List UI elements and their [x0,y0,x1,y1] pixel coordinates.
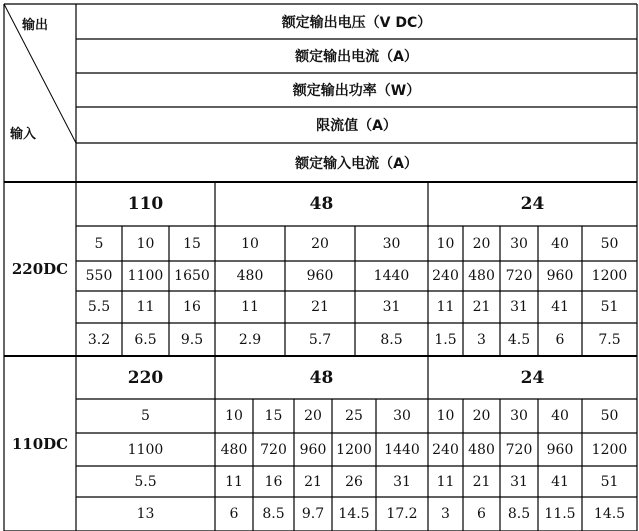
table-cell-power: 480 [236,268,264,284]
table-cell-current: 25 [345,408,363,424]
group-voltage-label: 110 [127,194,164,214]
table-cell-power: 480 [468,268,495,284]
corner-output-label: 输出 [22,18,49,33]
table-cell-limit: 31 [393,473,411,490]
table-cell-power: 960 [546,268,574,284]
table-cell-limit: 11 [436,473,455,490]
table-cell-power: 1100 [127,441,164,458]
table-cell-input-current: 3.2 [87,331,111,348]
table-cell-limit: 16 [264,473,283,490]
table-cell-limit: 16 [183,299,201,315]
table-cell-limit: 31 [510,473,528,490]
table-cell-input-current: 11.5 [544,506,576,522]
header-current-limit: 限流值（A） [316,118,397,134]
table-cell-power: 1650 [174,268,210,284]
table-cell-current: 50 [600,235,619,252]
group-voltage-label: 48 [309,367,334,388]
table-cell-input-current: 1.5 [434,331,457,348]
table-cell-input-current: 3 [477,331,486,348]
table-cell-current: 10 [136,235,155,252]
table-cell-current: 10 [436,408,455,424]
table-cell-input-current: 17.2 [386,506,418,522]
table-cell-power: 480 [220,441,248,458]
table-cell-current: 5 [94,235,104,252]
table-cell-power: 1200 [591,441,628,458]
table-cell-limit: 31 [510,299,528,315]
table-cell-power: 240 [432,441,459,458]
table-cell-current: 40 [551,408,569,424]
table-cell-current: 20 [304,408,322,424]
group-voltage-label: 220 [127,367,164,388]
table-cell-power: 1200 [591,268,628,284]
group-voltage-label: 24 [520,194,545,214]
table-cell-limit: 51 [600,299,619,315]
table-cell-limit: 11 [225,473,243,490]
table-cell-power: 1440 [373,268,410,284]
table-cell-input-current: 8.5 [262,506,285,522]
table-cell-limit: 41 [551,299,569,315]
table-cell-current: 10 [225,408,243,424]
table-cell-power: 480 [468,441,495,458]
table-cell-current: 20 [311,235,329,252]
table-cell-power: 1440 [384,441,420,458]
header-rated-output-current: 额定输出电流（A） [295,49,418,65]
table-cell-current: 40 [551,235,569,252]
table-cell-current: 15 [183,235,201,252]
group-voltage-label: 48 [309,194,334,214]
table-cell-input-current: 6 [555,331,565,348]
table-cell-limit: 21 [472,473,491,490]
table-cell-power: 1200 [336,441,372,458]
table-cell-current: 20 [472,408,491,424]
table-cell-input-current: 9.7 [301,506,325,522]
table-cell-limit: 21 [311,299,329,315]
table-cell-input-current: 6 [477,506,486,522]
section-input-110dc: 110DC [11,434,69,453]
table-cell-limit: 5.5 [87,299,111,315]
group-voltage-label: 24 [520,367,545,388]
table-cell-input-current: 5.7 [308,331,332,348]
table-cell-input-current: 14.5 [593,506,626,522]
table-cell-current: 10 [241,235,259,252]
table-cell-limit: 5.5 [134,473,157,490]
table-cell-power: 550 [85,268,113,284]
table-cell-current: 5 [141,408,150,424]
table-cell-power: 720 [260,441,287,458]
table-cell-current: 30 [382,235,401,252]
table-cell-input-current: 9.5 [180,331,204,348]
table-cell-input-current: 13 [136,506,155,522]
table-cell-current: 15 [264,408,283,424]
table-cell-power: 1100 [127,268,164,284]
table-cell-input-current: 8.5 [380,331,403,348]
table-cell-current: 30 [510,408,528,424]
table-cell-limit: 26 [345,473,363,490]
table-cell-input-current: 8.5 [507,506,531,522]
table-cell-limit: 21 [472,299,491,315]
table-cell-input-current: 6 [229,506,239,522]
table-cell-limit: 31 [382,299,401,315]
table-cell-current: 50 [600,408,619,424]
table-cell-current: 10 [436,235,455,252]
table-cell-current: 20 [472,235,491,252]
table-cell-limit: 41 [551,473,569,490]
table-cell-power: 960 [546,441,574,458]
table-cell-input-current: 7.5 [598,331,621,348]
header-rated-output-power: 额定输出功率（W） [292,83,421,99]
corner-input-label: 输入 [10,127,37,142]
table-cell-input-current: 6.5 [134,331,157,348]
table-cell-limit: 11 [241,299,259,315]
table-cell-power: 720 [505,441,533,458]
header-rated-input-current: 额定输入电流（A） [295,155,418,172]
table-cell-input-current: 4.5 [507,331,531,348]
table-cell-limit: 51 [600,473,619,490]
table-cell-limit: 21 [304,473,322,490]
table-cell-limit: 11 [136,299,155,315]
table-cell-current: 30 [393,408,411,424]
table-cell-power: 240 [432,268,459,284]
table-cell-input-current: 3 [441,506,450,522]
table-cell-power: 960 [306,268,334,284]
header-rated-output-voltage: 额定输出电压（V DC） [281,14,432,31]
table-cell-input-current: 14.5 [338,506,370,522]
section-input-220dc: 220DC [11,260,69,278]
table-cell-limit: 11 [436,299,455,315]
table-cell-power: 720 [505,268,533,284]
table-cell-power: 960 [299,441,327,458]
table-cell-current: 30 [510,235,528,252]
table-cell-input-current: 2.9 [238,331,262,348]
